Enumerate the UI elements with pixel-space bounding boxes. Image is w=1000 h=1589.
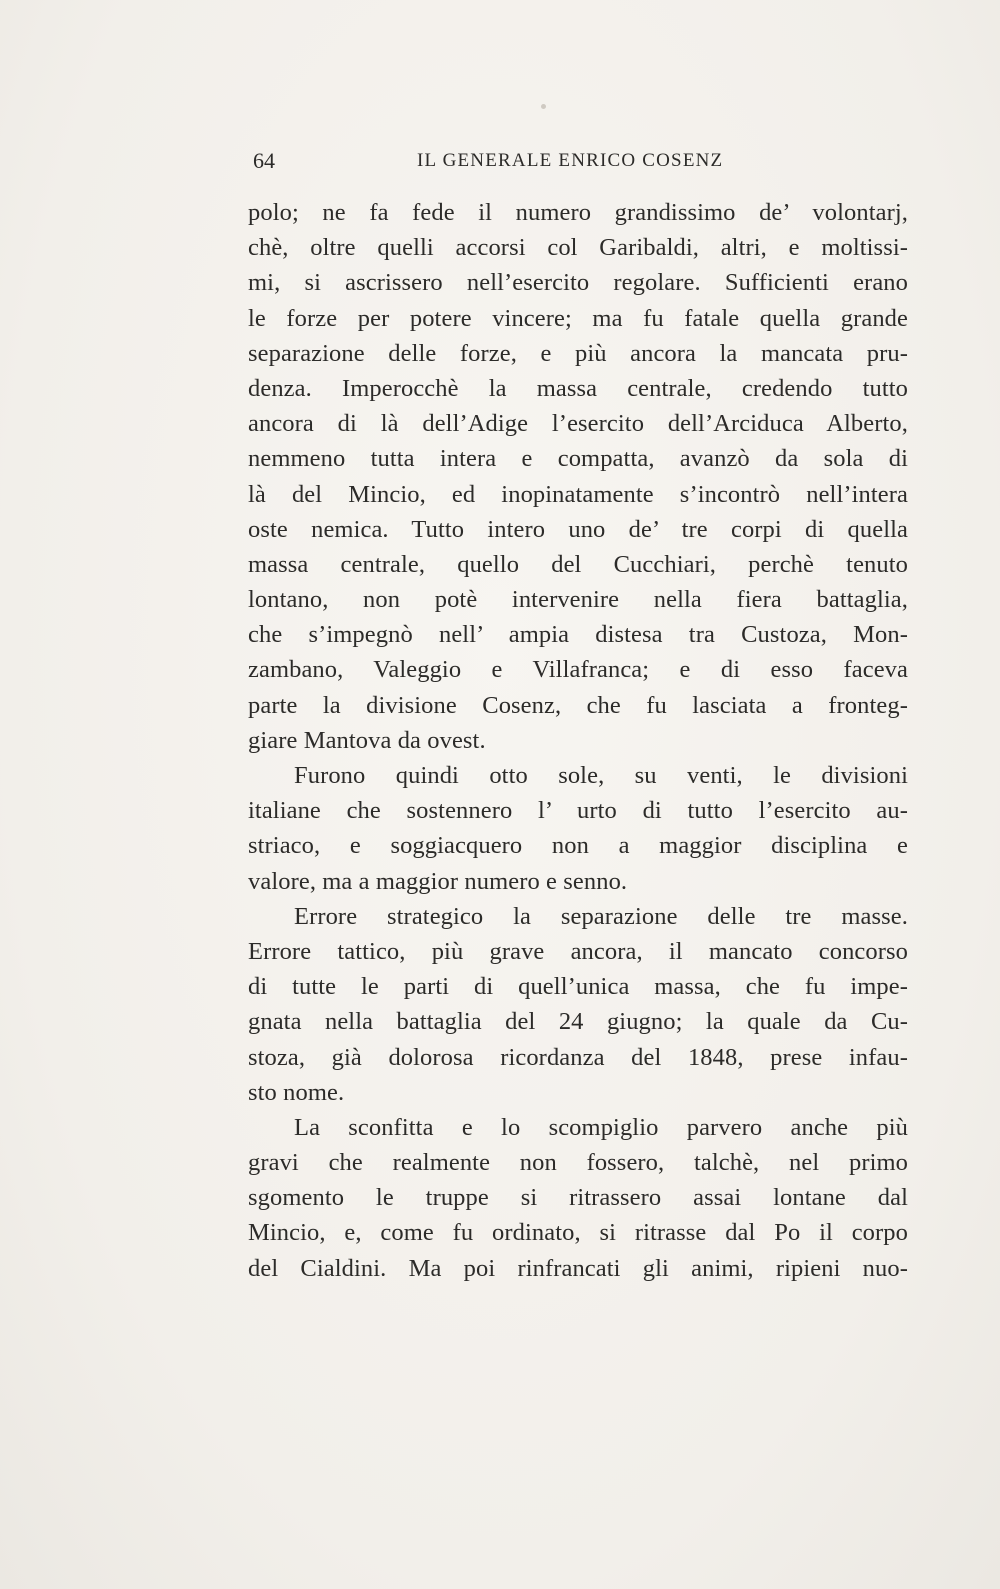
text-line: che s’impegnò nell’ ampia distesa tra Custoza, Mon- [248, 621, 908, 649]
text-line: gravi che realmente non fossero, talchè, nel primo [248, 1149, 908, 1177]
text-line: La sconfitta e lo scompiglio parvero anche più [294, 1113, 908, 1141]
text-line: italiane che sostennero l’ urto di tutto l’esercito au- [248, 797, 908, 825]
text-line: massa centrale, quello del Cucchiari, perchè tenuto [248, 550, 908, 578]
text-line: mi, si ascrissero nell’esercito regolare. Sufficienti erano [248, 269, 908, 297]
text-line: le forze per potere vincere; ma fu fatale quella grande [248, 304, 908, 332]
text-line: sgomento le truppe si ritrassero assai lontane dal [248, 1184, 908, 1212]
text-line: là del Mincio, ed inopinatamente s’incontrò nell’intera [248, 480, 908, 508]
text-line: sto nome. [248, 1078, 345, 1106]
running-head [253, 148, 903, 176]
text-line: del Cialdini. Ma poi rinfrancati gli animi, ripieni nuo- [248, 1254, 908, 1282]
running-title: IL GENERALE ENRICO COSENZ [417, 150, 724, 171]
page-number: 64 [253, 148, 275, 173]
text-line: parte la divisione Cosenz, che fu lasciata a fronteg- [248, 691, 908, 719]
text-line: lontano, non potè intervenire nella fiera battaglia, [248, 586, 908, 614]
text-line: denza. Imperocchè la massa centrale, credendo tutto [248, 374, 908, 402]
text-line: giare Mantova da ovest. [248, 726, 486, 754]
text-line: polo; ne fa fede il numero grandissimo de’ volontarj, [248, 199, 908, 226]
paper-speck [541, 104, 546, 109]
text-line: Furono quindi otto sole, su venti, le divisioni [294, 762, 908, 789]
text-line: Mincio, e, come fu ordinato, si ritrasse dal Po il corpo [248, 1219, 908, 1247]
text-line: Errore strategico la separazione delle tre masse. [294, 902, 908, 930]
text-line: zambano, Valeggio e Villafranca; e di esso faceva [248, 656, 908, 684]
text-line: striaco, e soggiacquero non a maggior disciplina e [248, 832, 908, 860]
text-line: oste nemica. Tutto intero uno de’ tre corpi di quella [248, 515, 908, 543]
text-line: Errore tattico, più grave ancora, il mancato concorso [248, 937, 908, 965]
text-line: ancora di là dell’Adige l’esercito dell’Arciduca Alberto, [248, 410, 908, 438]
text-line: valore, ma a maggior numero e senno. [248, 867, 628, 895]
text-line: separazione delle forze, e più ancora la mancata pru- [248, 339, 908, 367]
text-line: di tutte le parti di quell’unica massa, che fu impe- [248, 973, 908, 1001]
text-line: nemmeno tutta intera e compatta, avanzò da sola di [248, 445, 908, 473]
body-text [248, 195, 908, 1286]
text-line: gnata nella battaglia del 24 giugno; la quale da Cu- [248, 1008, 908, 1036]
text-line: stoza, già dolorosa ricordanza del 1848, prese infau- [248, 1043, 908, 1071]
text-line: chè, oltre quelli accorsi col Garibaldi, altri, e moltissi- [248, 234, 908, 262]
